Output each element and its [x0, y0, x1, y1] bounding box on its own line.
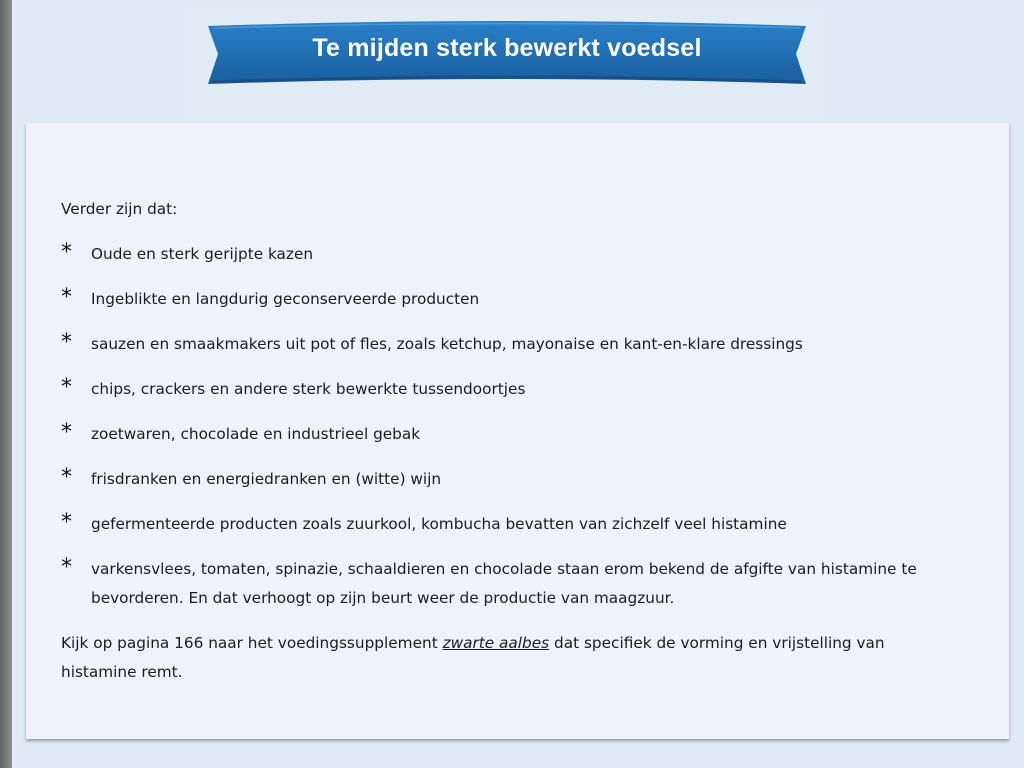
list-item-text: varkensvlees, tomaten, spinazie, schaaldieren en chocolade staan erom bekend de afgifte van histamine te bevorderen. En dat verhoogt op zijn beurt weer de productie van maagzuur.: [91, 560, 917, 607]
title-banner: [208, 20, 806, 88]
list-item: [61, 555, 941, 613]
asterisk-icon: *: [61, 375, 72, 400]
intro-text: Verder zijn dat:: [61, 200, 178, 218]
content-page: [26, 123, 1009, 739]
content-body: [61, 195, 941, 687]
asterisk-icon: *: [61, 285, 72, 310]
left-edge-bar: [0, 0, 12, 768]
outro-text: [61, 629, 941, 687]
list-item: [61, 240, 941, 269]
list-item-text: Ingeblikte en langdurig geconserveerde producten: [91, 290, 480, 308]
asterisk-icon: *: [61, 555, 72, 580]
list-item: [61, 330, 941, 359]
page-title: Te mijden sterk bewerkt voedsel: [312, 34, 702, 62]
list-item: [61, 420, 941, 449]
outro-text-after: dat specifiek de vorming en vrijstelling van histamine remt.: [61, 634, 885, 681]
bullet-list: [61, 240, 941, 613]
list-item: [61, 375, 941, 404]
list-item: [61, 510, 941, 539]
asterisk-icon: *: [61, 420, 72, 445]
list-item: [61, 465, 941, 494]
list-item-text: Oude en sterk gerijpte kazen: [91, 245, 314, 263]
asterisk-icon: *: [61, 465, 72, 490]
zwarte-aalbes-link[interactable]: zwarte aalbes: [442, 634, 550, 652]
list-item-text: frisdranken en energiedranken en (witte) wijn: [91, 470, 442, 488]
list-item-text: zoetwaren, chocolade en industrieel gebak: [91, 425, 421, 443]
list-item-text: gefermenteerde producten zoals zuurkool, kombucha bevatten van zichzelf veel histamine: [91, 515, 787, 533]
list-item: [61, 285, 941, 314]
asterisk-icon: *: [61, 330, 72, 355]
list-item-text: sauzen en smaakmakers uit pot of fles, zoals ketchup, mayonaise en kant-en-klare dressings: [91, 335, 803, 353]
asterisk-icon: *: [61, 240, 72, 265]
asterisk-icon: *: [61, 510, 72, 535]
list-item-text: chips, crackers en andere sterk bewerkte tussendoortjes: [91, 380, 526, 398]
outro-text-before: Kijk op pagina 166 naar het voedingssupplement: [61, 634, 438, 652]
